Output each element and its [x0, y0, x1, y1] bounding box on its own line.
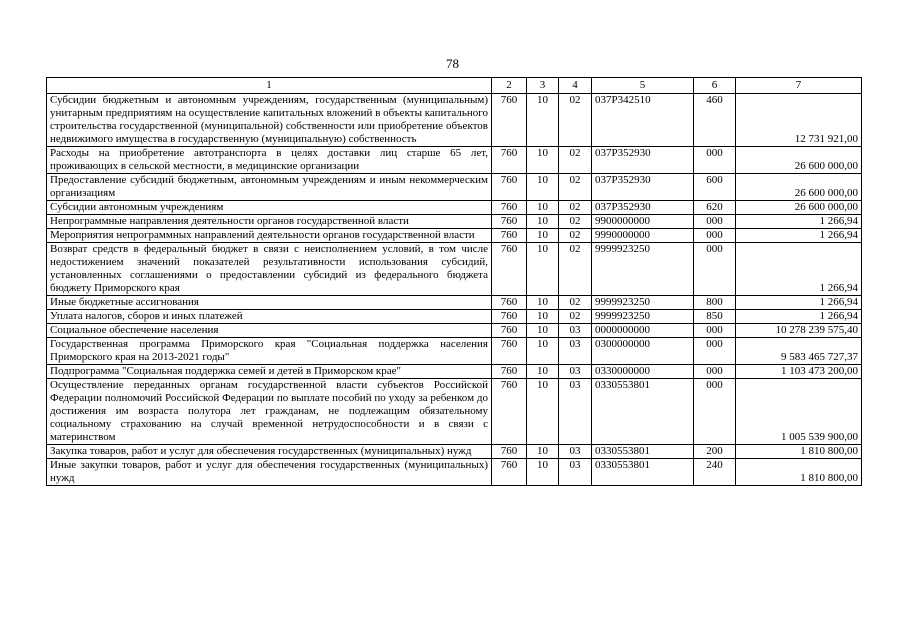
row-name: Предоставление субсидий бюджетным, автономным учреждениям и иным некоммерческим организациям [47, 174, 492, 201]
table-row [47, 338, 862, 365]
page-number: 78 [446, 56, 459, 71]
row-amount: 9 583 465 727,37 [736, 338, 862, 365]
row-subsection-code: 03 [559, 445, 592, 459]
row-section-code: 10 [527, 324, 559, 338]
row-subsection-code: 02 [559, 310, 592, 324]
column-header: 2 [492, 78, 527, 94]
row-amount: 1 266,94 [736, 310, 862, 324]
row-expense-type-code: 200 [694, 445, 736, 459]
row-target-article-code: 0330553801 [592, 379, 694, 445]
table-row [47, 201, 862, 215]
row-expense-type-code: 000 [694, 365, 736, 379]
row-subsection-code: 02 [559, 243, 592, 296]
row-subsection-code: 03 [559, 338, 592, 365]
row-amount: 1 810 800,00 [736, 459, 862, 486]
row-section-code: 10 [527, 215, 559, 229]
row-target-article-code: 0300000000 [592, 338, 694, 365]
row-grbs-code: 760 [492, 324, 527, 338]
row-section-code: 10 [527, 445, 559, 459]
row-name: Иные бюджетные ассигнования [47, 296, 492, 310]
row-section-code: 10 [527, 296, 559, 310]
row-target-article-code: 9999923250 [592, 310, 694, 324]
column-header: 3 [527, 78, 559, 94]
budget-table [46, 77, 862, 486]
row-grbs-code: 760 [492, 94, 527, 147]
table-row [47, 365, 862, 379]
row-amount: 26 600 000,00 [736, 147, 862, 174]
row-target-article-code: 037P352930 [592, 201, 694, 215]
column-header: 4 [559, 78, 592, 94]
table-row [47, 174, 862, 201]
row-grbs-code: 760 [492, 147, 527, 174]
row-amount: 26 600 000,00 [736, 174, 862, 201]
row-grbs-code: 760 [492, 379, 527, 445]
column-header: 7 [736, 78, 862, 94]
row-amount: 26 600 000,00 [736, 201, 862, 215]
row-name: Субсидии автономным учреждениям [47, 201, 492, 215]
row-grbs-code: 760 [492, 201, 527, 215]
row-amount: 1 810 800,00 [736, 445, 862, 459]
row-section-code: 10 [527, 459, 559, 486]
table-row [47, 94, 862, 147]
row-section-code: 10 [527, 174, 559, 201]
row-expense-type-code: 600 [694, 174, 736, 201]
row-name: Уплата налогов, сборов и иных платежей [47, 310, 492, 324]
row-grbs-code: 760 [492, 174, 527, 201]
row-grbs-code: 760 [492, 243, 527, 296]
column-header: 5 [592, 78, 694, 94]
row-grbs-code: 760 [492, 296, 527, 310]
row-target-article-code: 0330553801 [592, 459, 694, 486]
row-amount: 10 278 239 575,40 [736, 324, 862, 338]
row-target-article-code: 9990000000 [592, 229, 694, 243]
row-amount: 1 103 473 200,00 [736, 365, 862, 379]
row-subsection-code: 02 [559, 174, 592, 201]
row-target-article-code: 0000000000 [592, 324, 694, 338]
table-row [47, 147, 862, 174]
row-name: Закупка товаров, работ и услуг для обеспечения государственных (муниципальных) нужд [47, 445, 492, 459]
row-target-article-code: 0330553801 [592, 445, 694, 459]
row-expense-type-code: 000 [694, 147, 736, 174]
row-name: Непрограммные направления деятельности органов государственной власти [47, 215, 492, 229]
row-expense-type-code: 620 [694, 201, 736, 215]
row-subsection-code: 02 [559, 201, 592, 215]
row-section-code: 10 [527, 94, 559, 147]
row-subsection-code: 03 [559, 379, 592, 445]
row-subsection-code: 02 [559, 215, 592, 229]
row-name: Возврат средств в федеральный бюджет в связи с неисполнением условий, в том числе недостижением значений показателей результативности использования субсидий, установленных соглашениями о предоставлении субсидий из федерального бюджета бюджету Приморского края [47, 243, 492, 296]
table-row [47, 379, 862, 445]
row-section-code: 10 [527, 201, 559, 215]
row-subsection-code: 02 [559, 296, 592, 310]
row-subsection-code: 02 [559, 94, 592, 147]
row-expense-type-code: 000 [694, 243, 736, 296]
table-row [47, 229, 862, 243]
table-row [47, 215, 862, 229]
row-expense-type-code: 460 [694, 94, 736, 147]
row-section-code: 10 [527, 379, 559, 445]
table-row [47, 296, 862, 310]
row-expense-type-code: 000 [694, 229, 736, 243]
row-target-article-code: 0330000000 [592, 365, 694, 379]
row-amount: 1 266,94 [736, 229, 862, 243]
row-amount: 1 266,94 [736, 243, 862, 296]
column-header: 6 [694, 78, 736, 94]
table-row [47, 310, 862, 324]
row-amount: 12 731 921,00 [736, 94, 862, 147]
row-expense-type-code: 000 [694, 379, 736, 445]
column-number-row [47, 78, 862, 94]
row-target-article-code: 9999923250 [592, 243, 694, 296]
row-target-article-code: 9900000000 [592, 215, 694, 229]
table-row [47, 459, 862, 486]
row-target-article-code: 037P352930 [592, 147, 694, 174]
row-name: Социальное обеспечение населения [47, 324, 492, 338]
row-grbs-code: 760 [492, 229, 527, 243]
row-amount: 1 266,94 [736, 296, 862, 310]
row-expense-type-code: 850 [694, 310, 736, 324]
row-grbs-code: 760 [492, 459, 527, 486]
row-subsection-code: 03 [559, 365, 592, 379]
row-grbs-code: 760 [492, 338, 527, 365]
row-name: Подпрограмма "Социальная поддержка семей и детей в Приморском крае" [47, 365, 492, 379]
row-target-article-code: 9999923250 [592, 296, 694, 310]
row-section-code: 10 [527, 147, 559, 174]
row-subsection-code: 02 [559, 147, 592, 174]
row-name: Субсидии бюджетным и автономным учреждениям, государственным (муниципальным) унитарным предприятиям на осуществление капитальных вложений в объекты капитального строительства государственной (муниципальной) собственности или приобретение объектов недвижимого имущества в государственную (муниципальную) собственность [47, 94, 492, 147]
row-expense-type-code: 240 [694, 459, 736, 486]
table-row [47, 324, 862, 338]
row-section-code: 10 [527, 310, 559, 324]
row-name: Осуществление переданных органам государственной власти субъектов Российской Федерации полномочий Российской Федерации по выплате пособий по уходу за ребенком до достижения им возраста полутора лет гражданам, не подлежащим обязательному социальному страхованию на случай временной нетрудоспособности и в связи с материнством [47, 379, 492, 445]
row-name: Мероприятия непрограммных направлений деятельности органов государственной власти [47, 229, 492, 243]
row-section-code: 10 [527, 229, 559, 243]
table-row [47, 445, 862, 459]
row-expense-type-code: 800 [694, 296, 736, 310]
row-target-article-code: 037P352930 [592, 174, 694, 201]
row-section-code: 10 [527, 365, 559, 379]
row-name: Иные закупки товаров, работ и услуг для обеспечения государственных (муниципальных) нужд [47, 459, 492, 486]
row-grbs-code: 760 [492, 365, 527, 379]
row-expense-type-code: 000 [694, 338, 736, 365]
row-section-code: 10 [527, 338, 559, 365]
column-header: 1 [47, 78, 492, 94]
row-amount: 1 266,94 [736, 215, 862, 229]
row-section-code: 10 [527, 243, 559, 296]
row-amount: 1 005 539 900,00 [736, 379, 862, 445]
row-subsection-code: 03 [559, 459, 592, 486]
row-grbs-code: 760 [492, 445, 527, 459]
row-target-article-code: 037P342510 [592, 94, 694, 147]
row-subsection-code: 03 [559, 324, 592, 338]
row-expense-type-code: 000 [694, 324, 736, 338]
row-name: Расходы на приобретение автотранспорта в целях доставки лиц старше 65 лет, проживающих в сельской местности, в медицинские организации [47, 147, 492, 174]
row-grbs-code: 760 [492, 310, 527, 324]
row-name: Государственная программа Приморского края "Социальная поддержка населения Приморского края на 2013-2021 годы" [47, 338, 492, 365]
row-subsection-code: 02 [559, 229, 592, 243]
row-grbs-code: 760 [492, 215, 527, 229]
table-row [47, 243, 862, 296]
row-expense-type-code: 000 [694, 215, 736, 229]
